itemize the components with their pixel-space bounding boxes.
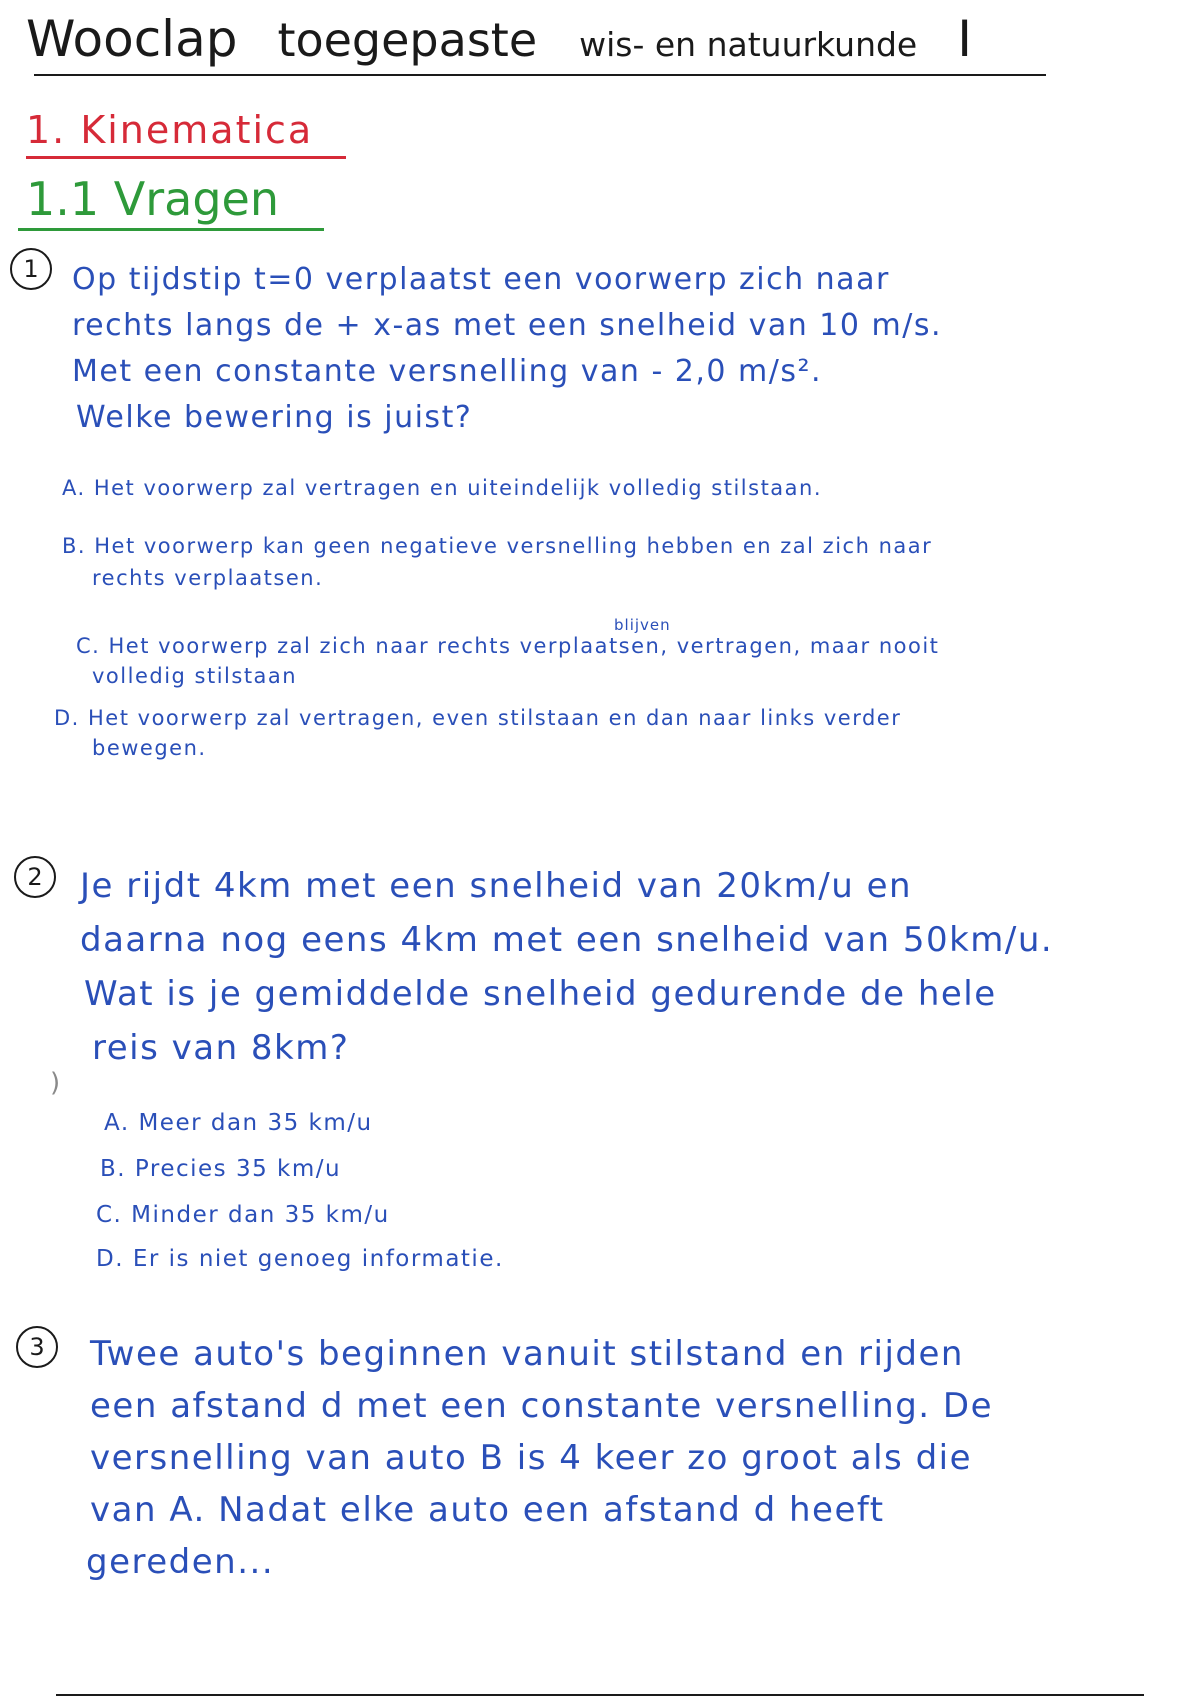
- question-line: versnelling van auto B is 4 keer zo groot als die: [90, 1438, 973, 1478]
- answer-option-b-cont: rechts verplaatsen.: [92, 566, 324, 590]
- answer-option-d-cont: bewegen.: [92, 736, 207, 760]
- answer-option-c[interactable]: C. Het voorwerp zal zich naar rechts verplaatsen, vertragen, maar nooit: [76, 634, 940, 658]
- title-subject: wis- en natuurkunde: [579, 25, 918, 64]
- question-line: Je rijdt 4km met een snelheid van 20km/u en: [80, 866, 913, 906]
- handwritten-annotation: blijven: [614, 616, 671, 634]
- answer-option-b[interactable]: B. Precies 35 km/u: [100, 1156, 342, 1182]
- question-line: Met een constante versnelling van - 2,0 m/s².: [72, 354, 823, 389]
- question-line: rechts langs de + x-as met een snelheid van 10 m/s.: [72, 308, 943, 343]
- answer-option-c[interactable]: C. Minder dan 35 km/u: [96, 1202, 390, 1228]
- question-number-badge: 1: [10, 248, 52, 290]
- page-title: [26, 10, 972, 68]
- question-line: een afstand d met een constante versnelling. De: [90, 1386, 993, 1426]
- subsection-underline: [18, 228, 324, 231]
- subsection-heading: 1.1 Vragen: [26, 172, 279, 226]
- question-line: gereden...: [86, 1542, 275, 1582]
- question-line: Twee auto's beginnen vanuit stilstand en rijden: [90, 1334, 964, 1374]
- title-roman-numeral: I: [957, 10, 972, 68]
- answer-option-d[interactable]: D. Het voorwerp zal vertragen, even stilstaan en dan naar links verder: [54, 706, 902, 730]
- answer-option-b[interactable]: B. Het voorwerp kan geen negatieve versnelling hebben en zal zich naar: [62, 534, 933, 558]
- section-underline: [26, 156, 346, 159]
- question-line: Wat is je gemiddelde snelheid gedurende de hele: [84, 974, 997, 1014]
- question-line: daarna nog eens 4km met een snelheid van 50km/u.: [80, 920, 1054, 960]
- answer-option-a[interactable]: A. Het voorwerp zal vertragen en uiteindelijk volledig stilstaan.: [62, 476, 823, 500]
- bottom-divider: [56, 1694, 1144, 1696]
- title-toegepaste: toegepaste: [277, 13, 538, 67]
- answer-option-a[interactable]: A. Meer dan 35 km/u: [104, 1110, 373, 1136]
- question-line: Op tijdstip t=0 verplaatst een voorwerp zich naar: [72, 262, 890, 297]
- faint-pen-mark: ): [50, 1068, 61, 1098]
- answer-option-d[interactable]: D. Er is niet genoeg informatie.: [96, 1246, 504, 1272]
- question-line: Welke bewering is juist?: [76, 400, 473, 435]
- question-line: reis van 8km?: [92, 1028, 350, 1068]
- title-underline: [34, 74, 1046, 76]
- title-wooclap: Wooclap: [26, 10, 238, 68]
- question-number-badge: 2: [14, 856, 56, 898]
- section-heading: 1. Kinematica: [26, 108, 314, 152]
- answer-option-c-cont: volledig stilstaan: [92, 664, 298, 688]
- question-number-badge: 3: [16, 1326, 58, 1368]
- question-line: van A. Nadat elke auto een afstand d heeft: [90, 1490, 885, 1530]
